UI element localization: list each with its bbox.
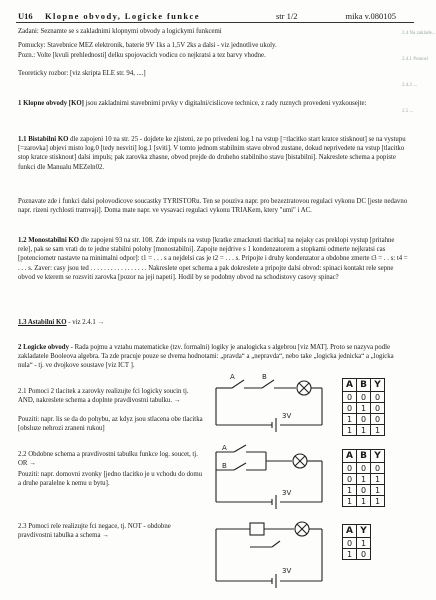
page-number: str 1/2 xyxy=(276,11,298,21)
zadani-text: Zadani: Seznamte se s zakladnimi klopnymi obvody a logickymi funkcemi xyxy=(18,28,222,35)
or-table-header-y: Y xyxy=(371,450,385,463)
tyristor-paragraph: Poznavate zde i funkci dalsi polovodicove soucastky TYRISTORu. Ten se pouziva napr. pro bezeztratovou regulaci vykonu DC [jeste nedavno napr. rizeni rychlosti tramvaji]. Doma mate napr. ve vysavaci regulaci vykonu TRIAKem, ktery "umi" i AC. xyxy=(18,198,408,215)
table-cell: 0 xyxy=(343,474,357,485)
bleed-through-text: 2.4.2 ... xyxy=(402,83,417,88)
table-cell: 1 xyxy=(343,414,357,425)
and-table-header-y: Y xyxy=(371,379,385,392)
or-switch-a-label: A xyxy=(222,444,227,452)
table-cell: 1 xyxy=(357,474,371,485)
section-1-3-heading: 1.3 Astabilni KO xyxy=(18,319,67,326)
section-1-intro: 1 Klopne obvody [KO] jsou zakladnimi stavebnimi prvky v digitalni/cislicove technice, z rady ruznych provedeni vyzkousejte: xyxy=(18,100,367,107)
not-table-header-y: Y xyxy=(357,525,371,538)
section-1-2: 1.2 Monostabilni KO dle zapojeni 93 na str. 108. Zde impuls na vstup [kratke zmacknuti tlacitka] na nejaky cas preklopi vystup [pritahne rele], pak se sam vrati do te jedne stabilni polohy [monostabilni]. Zapojte nejdrive s 1 kondenzatorem a stopkami odmerte nejkratsi cas [potenciometr nastavte na minimalni odpor]: t1 = . . . s a nejdelsi cas je t2 = . . . s. Pripojte i druhy kondenzator a obdobne zmerte t3 = . . s: t4 = . . . s. Zaver: casy jsou ted . . . . . . . . . . . . . . . . . Nakreslete opet schema a pak dokreslete a pripojte dalsi obvod: spinaci kontakt rele sepne obvod ve kterem se rozsviti zarovka [pozor na jeji napeti]. Hodil by se podobny obvod na schodistovy casovy spinac? xyxy=(18,237,408,281)
and-truth-table xyxy=(342,378,385,436)
not-table-header-a: A xyxy=(343,525,357,538)
or-battery-label: 3V xyxy=(282,489,292,497)
header-divider xyxy=(16,22,414,23)
table-cell: 0 xyxy=(343,392,357,403)
task-2-3: 2.3 Pomoci rele realizujte fci negace, tj. NOT - obdobne pravdivostni tabulka a schema → xyxy=(18,523,171,540)
table-cell: 1 xyxy=(343,496,357,507)
table-cell: 1 xyxy=(357,538,371,549)
section-1-2-heading: 1.2 Monostabilni KO xyxy=(18,237,79,244)
worksheet-code: U16 xyxy=(18,11,33,21)
table-cell: 1 xyxy=(371,474,385,485)
worksheet-title: Klopne obvody, Logicke funkce xyxy=(45,11,200,21)
version-label: mika v.080105 xyxy=(345,11,396,21)
not-truth-table xyxy=(342,524,371,560)
not-circuit-schematic xyxy=(210,515,330,593)
task-2-1: 2.1 Pomoci 2 tlacitek a zarovky realizujte fci logicky soucin tj. AND, nakreslete schema a doplnte pravdivostni tabulku. → xyxy=(18,388,189,405)
table-cell: 0 xyxy=(357,463,371,474)
table-cell: 1 xyxy=(371,485,385,496)
and-battery-label: 3V xyxy=(282,412,292,420)
table-cell: 0 xyxy=(371,403,385,414)
and-table-header-a: A xyxy=(343,379,357,392)
task-2-2: 2.2 Obdobne schema a pravdivostni tabulku funkce log. soucet, tj. OR → xyxy=(18,451,198,468)
table-cell: 0 xyxy=(357,414,371,425)
or-table-header-a: A xyxy=(343,450,357,463)
table-cell: 1 xyxy=(371,496,385,507)
and-switch-a-label: A xyxy=(230,373,235,381)
table-cell: 0 xyxy=(357,485,371,496)
section-2-intro: 2 Logicke obvody - Rada pojmu a vztahu matematicke (tzv. formalni) logiky je analogicka s algebrou [viz MAT]. Proto se nazyva podle zakladatele Booleova algebra. Ta zde pracuje pouze se dvema hodnotami: „pravda“ a „nepravda“, nebo take „logicka jednicka“ a „logicka nula“ - tj. ve dvojkove soustave [viz ICT ]. xyxy=(18,344,394,370)
table-cell: 0 xyxy=(371,463,385,474)
bleed-through-text: 2.4.1 Pomoci xyxy=(402,57,429,62)
or-switch-b-label: B xyxy=(222,462,227,470)
table-cell: 1 xyxy=(343,425,357,436)
bleed-through-text: 2.5 ... xyxy=(402,109,414,114)
table-cell: 0 xyxy=(343,538,357,549)
table-cell: 0 xyxy=(357,549,371,560)
table-cell: 1 xyxy=(357,425,371,436)
and-circuit-schematic xyxy=(210,370,330,440)
table-cell: 1 xyxy=(357,496,371,507)
pomucky-text: Pomucky: Stavebnice MEZ elektronik, baterie 9V 1ks a 1,5V 2ks a dalsi - viz jednotlive ukoly. xyxy=(18,42,277,49)
table-cell: 1 xyxy=(343,549,357,560)
or-truth-table xyxy=(342,449,385,507)
and-switch-b-label: B xyxy=(262,373,267,381)
section-1-1-heading: 1.1 Bistabilni KO xyxy=(18,136,69,143)
table-cell: 0 xyxy=(343,403,357,414)
not-battery-label: 3V xyxy=(282,567,292,575)
section-1-1: 1.1 Bistabilni KO dle zapojeni 10 na str. 25 - dojdete ke zjisteni, ze po privedeni log.1 na vstup [=tlacitko start kratce stisknout] se na vystupu [=zarovka] objevi misto log.0 [tedy nesviti] log.1 [sviti]. V tomto jednom stabilnim stavu obvod zustane, dokud neprivedete na vstup [tlacitko stop kratce stisknout] dalsi impuls; pak zarovka zhasne, obvod prejde do druheho stabilniho stavu [bistabilni]. Nakreslete schema a popiste funkci dle Manualu MEZeln02. xyxy=(18,136,406,171)
table-cell: 0 xyxy=(371,392,385,403)
task-2-1-use: Pouziti: napr. lis se da do pohybu, az kdyz jsou stlacena obe tlacitka [obsluze nehrozi zraneni rukou] xyxy=(18,416,203,433)
table-cell: 0 xyxy=(357,392,371,403)
bleed-through-text: 2.4 Na zaklade... xyxy=(402,31,436,36)
section-1-heading: 1 Klopne obvody [KO] xyxy=(18,100,84,107)
teorie-text: Teoreticky rozbor: [viz skripta ELE str. 94, ....] xyxy=(18,70,146,77)
table-cell: 0 xyxy=(343,463,357,474)
or-table-header-b: B xyxy=(357,450,371,463)
section-2-heading: 2 Logicke obvody xyxy=(18,344,69,351)
and-table-header-b: B xyxy=(357,379,371,392)
section-1-3: 1.3 Astabilni KO - viz 2.4.1 → xyxy=(18,319,105,326)
task-2-2-use: Pouziti: napr. domovni zvonky [jedno tlacitko je u vchodu do domu a druhe paralelne k nemu u bytu]. xyxy=(18,471,203,488)
table-cell: 1 xyxy=(343,485,357,496)
table-cell: 1 xyxy=(371,425,385,436)
table-cell: 1 xyxy=(357,403,371,414)
pozn-text: Pozn.: Volte [kvuli prehlednosti] delku spojovacich vodicu co nejkratsi a tez barvy vhodne. xyxy=(18,52,266,59)
table-cell: 0 xyxy=(371,414,385,425)
or-circuit-schematic xyxy=(210,442,330,514)
